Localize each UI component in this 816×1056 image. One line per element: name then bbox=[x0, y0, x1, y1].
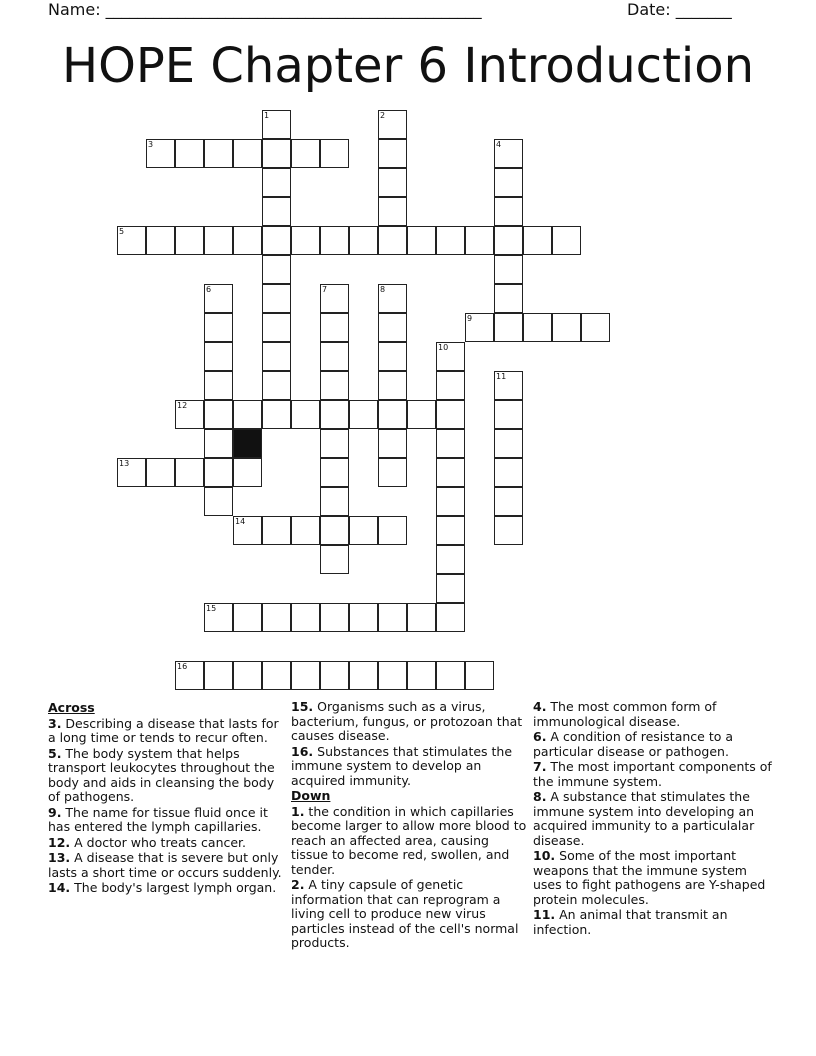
crossword-cell[interactable] bbox=[320, 516, 349, 545]
crossword-cell[interactable] bbox=[378, 516, 407, 545]
clue-number: 16. bbox=[291, 743, 314, 759]
crossword-cell[interactable] bbox=[494, 255, 523, 284]
crossword-cell[interactable] bbox=[349, 400, 378, 429]
crossword-cell[interactable] bbox=[378, 342, 407, 371]
clue-text: A condition of resistance to a particular disease or pathogen. bbox=[533, 729, 733, 759]
clue-number: 7. bbox=[533, 759, 547, 774]
clue-number: 3. bbox=[48, 715, 62, 731]
across-clue-list-continued bbox=[291, 700, 527, 788]
across-clue bbox=[48, 851, 288, 880]
crossword-cell[interactable] bbox=[146, 226, 175, 255]
clue-number-6: 6 bbox=[206, 285, 212, 294]
down-clue bbox=[533, 849, 773, 907]
clue-text: A tiny capsule of genetic information that can reprogram a living cell to produce new virus particles instead of the cell's normal products. bbox=[291, 877, 519, 950]
crossword-cell[interactable] bbox=[262, 371, 291, 400]
crossword-cell[interactable] bbox=[320, 371, 349, 400]
clue-number: 9. bbox=[48, 804, 62, 820]
crossword-cell[interactable] bbox=[262, 661, 291, 690]
clue-number-16: 16 bbox=[177, 662, 188, 671]
clue-text: Describing a disease that lasts for a long time or tends to recur often. bbox=[48, 715, 279, 745]
clue-text: The body system that helps transport leukocytes throughout the body and aids in cleansing the body of pathogens. bbox=[48, 745, 275, 804]
clue-number-2: 2 bbox=[380, 111, 386, 120]
crossword-cell[interactable] bbox=[407, 661, 436, 690]
crossword-cell[interactable] bbox=[262, 139, 291, 168]
crossword-cell[interactable] bbox=[436, 574, 465, 603]
crossword-cell[interactable] bbox=[262, 168, 291, 197]
clue-text: Some of the most important weapons that the immune system uses to fight pathogens are Y-shaped protein molecules. bbox=[533, 848, 766, 907]
crossword-cell[interactable] bbox=[378, 371, 407, 400]
page-title: HOPE Chapter 6 Introduction bbox=[61, 38, 755, 94]
clue-number: 10. bbox=[533, 848, 556, 863]
crossword-cell[interactable] bbox=[291, 516, 320, 545]
crossword-cell[interactable] bbox=[378, 661, 407, 690]
clue-number: 4. bbox=[533, 699, 547, 714]
crossword-cell[interactable] bbox=[378, 603, 407, 632]
crossword-cell[interactable] bbox=[552, 313, 581, 342]
clue-number-10: 10 bbox=[438, 343, 449, 352]
crossword-cell[interactable] bbox=[378, 313, 407, 342]
clue-text: Substances that stimulates the immune system to develop an acquired immunity. bbox=[291, 743, 513, 788]
clue-number: 15. bbox=[291, 699, 314, 714]
crossword-cell[interactable] bbox=[233, 139, 262, 168]
crossword-cell[interactable] bbox=[320, 226, 349, 255]
across-heading: Across bbox=[48, 700, 95, 715]
crossword-cell[interactable] bbox=[436, 458, 465, 487]
crossword-cell[interactable] bbox=[494, 197, 523, 226]
crossword-cell[interactable] bbox=[291, 400, 320, 429]
black-cell bbox=[233, 429, 262, 458]
crossword-cell[interactable] bbox=[494, 313, 523, 342]
crossword-cell[interactable] bbox=[349, 603, 378, 632]
crossword-cell[interactable] bbox=[349, 226, 378, 255]
name-field-label: Name: _______________________________________________ bbox=[48, 0, 482, 19]
clue-number: 11. bbox=[533, 907, 556, 922]
crossword-cell[interactable] bbox=[378, 197, 407, 226]
crossword-cell[interactable] bbox=[320, 139, 349, 168]
crossword-cell[interactable] bbox=[320, 342, 349, 371]
crossword-cell[interactable] bbox=[320, 313, 349, 342]
crossword-cell[interactable] bbox=[407, 603, 436, 632]
clue-number: 12. bbox=[48, 834, 71, 850]
crossword-cell[interactable] bbox=[175, 458, 204, 487]
across-clue bbox=[48, 881, 288, 896]
crossword-cell[interactable] bbox=[494, 226, 523, 255]
crossword-cell[interactable] bbox=[494, 168, 523, 197]
down-clue-list-continued bbox=[533, 700, 773, 937]
clue-number: 5. bbox=[48, 745, 62, 761]
clue-number-14: 14 bbox=[235, 517, 246, 526]
crossword-cell[interactable] bbox=[204, 313, 233, 342]
across-clue bbox=[291, 745, 527, 789]
clue-number: 14. bbox=[48, 880, 71, 895]
crossword-cell[interactable] bbox=[175, 226, 204, 255]
clue-text: The most important components of the immune system. bbox=[533, 759, 772, 789]
crossword-cell[interactable] bbox=[523, 226, 552, 255]
across-clue bbox=[291, 700, 527, 744]
crossword-cell[interactable] bbox=[233, 458, 262, 487]
crossword-cell[interactable] bbox=[552, 226, 581, 255]
down-heading: Down bbox=[291, 788, 331, 803]
clue-number: 8. bbox=[533, 789, 547, 804]
crossword-cell[interactable] bbox=[320, 400, 349, 429]
crossword-cell[interactable] bbox=[320, 487, 349, 516]
across-clue-list bbox=[48, 717, 288, 896]
crossword-cell[interactable] bbox=[436, 661, 465, 690]
crossword-cell[interactable] bbox=[407, 400, 436, 429]
clue-number-4: 4 bbox=[496, 140, 502, 149]
crossword-cell[interactable] bbox=[204, 342, 233, 371]
clue-number-1: 1 bbox=[264, 111, 270, 120]
crossword-cell[interactable] bbox=[320, 661, 349, 690]
down-clue-list bbox=[291, 805, 527, 951]
crossword-cell[interactable] bbox=[494, 487, 523, 516]
clue-number-7: 7 bbox=[322, 285, 328, 294]
date-field-label: Date: _______ bbox=[627, 0, 732, 19]
crossword-cell[interactable] bbox=[436, 400, 465, 429]
crossword-cell[interactable] bbox=[494, 458, 523, 487]
clue-number: 13. bbox=[48, 850, 71, 865]
crossword-cell[interactable] bbox=[320, 458, 349, 487]
crossword-cell[interactable] bbox=[436, 226, 465, 255]
clues-column-3 bbox=[533, 700, 773, 938]
crossword-cell[interactable] bbox=[262, 255, 291, 284]
crossword-cell[interactable] bbox=[581, 313, 610, 342]
crossword-cell[interactable] bbox=[494, 429, 523, 458]
crossword-cell[interactable] bbox=[349, 516, 378, 545]
crossword-cell[interactable] bbox=[262, 284, 291, 313]
crossword-cell[interactable] bbox=[204, 139, 233, 168]
clue-text: The name for tissue fluid once it has entered the lymph capillaries. bbox=[48, 804, 268, 834]
crossword-cell[interactable] bbox=[436, 429, 465, 458]
clue-text: The body's largest lymph organ. bbox=[70, 880, 277, 895]
across-clue bbox=[48, 717, 288, 746]
crossword-cell[interactable] bbox=[262, 197, 291, 226]
crossword-cell[interactable] bbox=[204, 226, 233, 255]
crossword-cell[interactable] bbox=[291, 661, 320, 690]
crossword-cell[interactable] bbox=[378, 139, 407, 168]
crossword-cell[interactable] bbox=[523, 313, 552, 342]
crossword-cell[interactable] bbox=[204, 400, 233, 429]
across-clue bbox=[48, 836, 288, 851]
down-clue bbox=[533, 908, 773, 937]
crossword-cell[interactable] bbox=[436, 487, 465, 516]
crossword-cell[interactable] bbox=[146, 458, 175, 487]
crossword-cell[interactable] bbox=[320, 545, 349, 574]
crossword-cell[interactable] bbox=[233, 400, 262, 429]
crossword-cell[interactable] bbox=[407, 226, 436, 255]
clue-number: 2. bbox=[291, 877, 305, 892]
clue-number-11: 11 bbox=[496, 372, 507, 381]
crossword-cell[interactable] bbox=[262, 226, 291, 255]
crossword-cell[interactable] bbox=[494, 516, 523, 545]
crossword-cell[interactable] bbox=[436, 516, 465, 545]
crossword-cell[interactable] bbox=[291, 139, 320, 168]
clue-number: 1. bbox=[291, 803, 305, 819]
crossword-cell[interactable] bbox=[378, 429, 407, 458]
clue-number-8: 8 bbox=[380, 285, 386, 294]
crossword-cell[interactable] bbox=[233, 226, 262, 255]
clue-text: A doctor who treats cancer. bbox=[70, 834, 247, 850]
clue-number-15: 15 bbox=[206, 604, 217, 613]
clue-text: Organisms such as a virus, bacterium, fungus, or protozoan that causes disease. bbox=[291, 699, 523, 743]
crossword-cell[interactable] bbox=[494, 284, 523, 313]
down-clue bbox=[533, 760, 773, 789]
crossword-cell[interactable] bbox=[204, 458, 233, 487]
crossword-cell[interactable] bbox=[204, 371, 233, 400]
clue-number-3: 3 bbox=[148, 140, 154, 149]
clue-number: 6. bbox=[533, 729, 547, 744]
crossword-cell[interactable] bbox=[175, 139, 204, 168]
crossword-cell[interactable] bbox=[465, 661, 494, 690]
crossword-cell[interactable] bbox=[262, 603, 291, 632]
clue-text: A substance that stimulates the immune system into developing an acquired immunity to a particulalar disease. bbox=[533, 789, 755, 848]
crossword-cell[interactable] bbox=[494, 400, 523, 429]
crossword-cell[interactable] bbox=[436, 371, 465, 400]
crossword-cell[interactable] bbox=[320, 429, 349, 458]
crossword-cell[interactable] bbox=[233, 603, 262, 632]
across-clue bbox=[48, 747, 288, 805]
crossword-cell[interactable] bbox=[291, 603, 320, 632]
clues-column-2 bbox=[291, 700, 527, 952]
clues-column-1 bbox=[48, 700, 288, 897]
crossword-cell[interactable] bbox=[262, 516, 291, 545]
crossword-cell[interactable] bbox=[349, 661, 378, 690]
crossword-cell[interactable] bbox=[262, 400, 291, 429]
crossword-cell[interactable] bbox=[436, 603, 465, 632]
clue-text: An animal that transmit an infection. bbox=[533, 907, 728, 937]
crossword-cell[interactable] bbox=[262, 313, 291, 342]
clue-number-9: 9 bbox=[467, 314, 473, 323]
across-clue bbox=[48, 806, 288, 835]
crossword-cell[interactable] bbox=[465, 226, 494, 255]
clue-text: The most common form of immunological disease. bbox=[533, 699, 717, 729]
crossword-cell[interactable] bbox=[262, 342, 291, 371]
clue-text: the condition in which capillaries become larger to allow more blood to reach an affected area, causing tissue to become red, swollen, and tender. bbox=[291, 803, 527, 877]
down-clue bbox=[533, 730, 773, 759]
crossword-cell[interactable] bbox=[436, 545, 465, 574]
crossword-cell[interactable] bbox=[204, 661, 233, 690]
crossword-cell[interactable] bbox=[378, 400, 407, 429]
crossword-cell[interactable] bbox=[378, 458, 407, 487]
clue-text: A disease that is severe but only lasts a short time or occurs suddenly. bbox=[48, 850, 282, 880]
crossword-cell[interactable] bbox=[204, 429, 233, 458]
crossword-cell[interactable] bbox=[233, 661, 262, 690]
down-clue bbox=[533, 700, 773, 729]
crossword-cell[interactable] bbox=[204, 487, 233, 516]
down-clue bbox=[533, 790, 773, 848]
crossword-cell[interactable] bbox=[320, 603, 349, 632]
clue-number-12: 12 bbox=[177, 401, 188, 410]
clue-number-13: 13 bbox=[119, 459, 130, 468]
clue-number-5: 5 bbox=[119, 227, 125, 236]
down-clue bbox=[291, 805, 527, 878]
crossword-cell[interactable] bbox=[378, 226, 407, 255]
crossword-cell[interactable] bbox=[291, 226, 320, 255]
crossword-cell[interactable] bbox=[378, 168, 407, 197]
down-clue bbox=[291, 878, 527, 951]
